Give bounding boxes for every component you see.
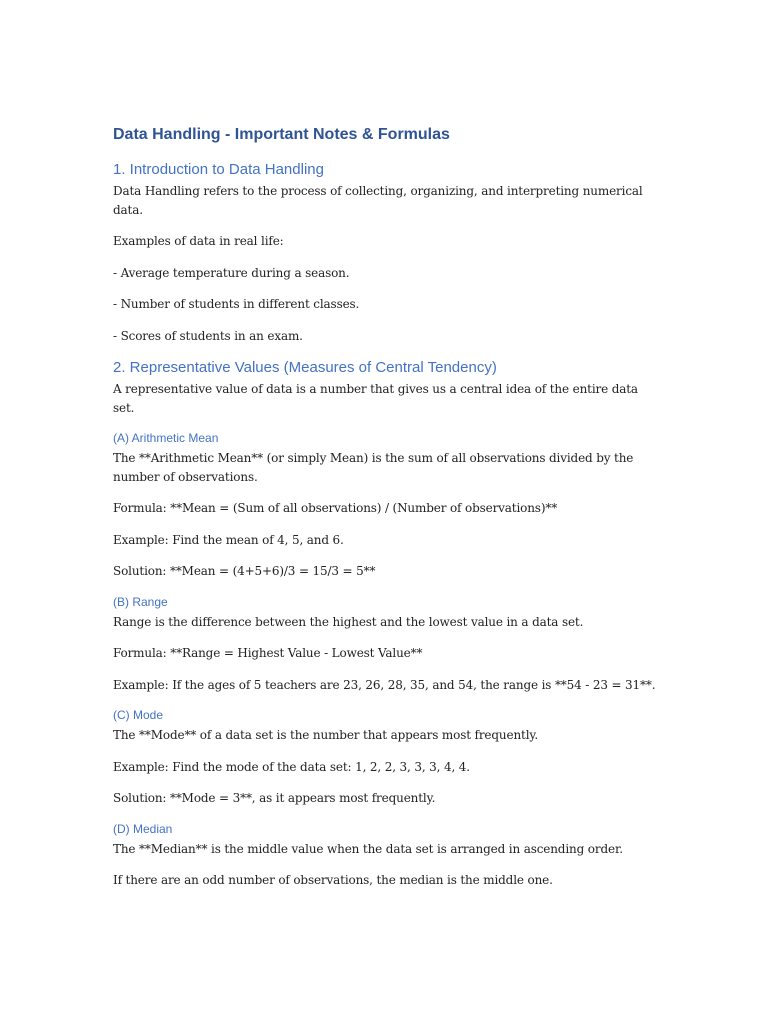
paragraph: The **Median** is the middle value when the data set is arranged in ascending order. [113,841,623,856]
list-item: - Scores of students in an exam. [113,328,303,343]
document-title: Data Handling - Important Notes & Formulas [113,126,450,143]
document-content [113,124,658,903]
formula-text: Formula: **Mean = (Sum of all observations) / (Number of observations)** [113,501,558,515]
example-text: Example: If the ages of 5 teachers are 23, 26, 28, 35, and 54, the range is **54 - 23 = 31**. [113,677,656,692]
paragraph: The **Mode** of a data set is the number that appears most frequently. [113,728,539,742]
solution-text: Solution: **Mode = 3**, as it appears most frequently. [113,791,436,805]
subheading-range: (B) Range [113,594,168,609]
paragraph: Examples of data in real life: [113,234,284,248]
subheading-mode: (C) Mode [113,708,164,722]
example-text: Example: Find the mode of the data set: 1, 2, 2, 3, 3, 3, 4, 4. [113,759,470,774]
solution-text: Solution: **Mean = (4+5+6)/3 = 15/3 = 5** [113,564,376,578]
list-item: - Number of students in different classes. [113,297,360,311]
example-text: Example: Find the mean of 4, 5, and 6. [113,532,344,547]
paragraph: Data Handling refers to the process of collecting, organizing, and interpreting numerical data. [113,184,643,217]
paragraph: A representative value of data is a number that gives us a central idea of the entire data set. [113,382,638,415]
subheading-arithmetic-mean: (A) Arithmetic Mean [113,431,219,445]
section-heading-representative-values: 2. Representative Values (Measures of Central Tendency) [113,359,497,376]
formula-text: Formula: **Range = Highest Value - Lowest Value** [113,646,423,660]
paragraph: Range is the difference between the highest and the lowest value in a data set. [113,614,584,629]
section-heading-introduction: 1. Introduction to Data Handling [113,161,324,178]
paragraph: The **Arithmetic Mean** (or simply Mean) is the sum of all observations divided by the number of observations. [113,451,634,484]
paragraph: If there are an odd number of observations, the median is the middle one. [113,873,553,887]
subheading-median: (D) Median [113,821,173,836]
list-item: - Average temperature during a season. [113,265,350,280]
